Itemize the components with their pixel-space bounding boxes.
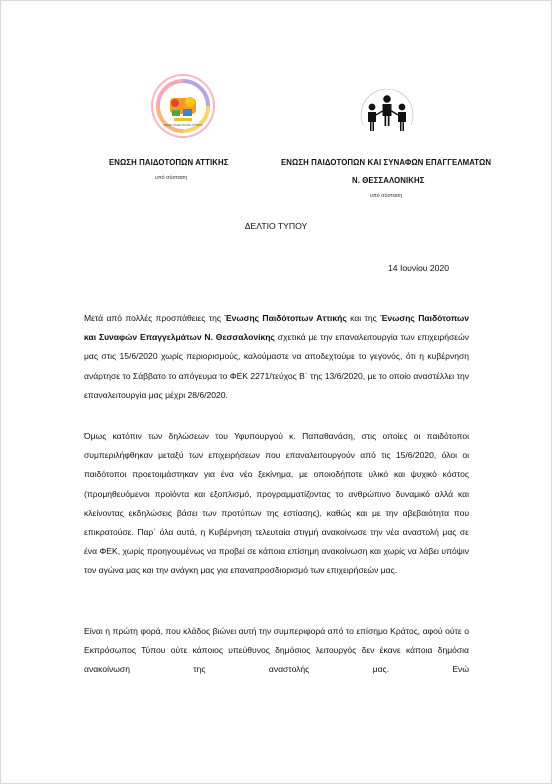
right-org-name-line2: Ν. ΘΕΣΣΑΛΟΝΙΚΗΣ [352,176,425,185]
attica-logo-icon [150,73,216,139]
document-title: ΔΕΛΤΙΟ ΤΥΠΟΥ [244,221,308,231]
attica-union-name: Ένωσης Παιδότοπων Αττικής [224,313,347,323]
right-org-name-line1: ΕΝΩΣΗ ΠΑΙΔΟΤΟΠΩΝ ΚΑΙ ΣΥΝΑΦΩΝ ΕΠΑΓΓΕΛΜΑΤΩΝ [281,158,492,167]
left-org-name: ΕΝΩΣΗ ΠΑΙΔΟΤΟΠΩΝ ΑΤΤΙΚΗΣ [109,158,229,167]
svg-text:ΕΝΩΣΗ ΠΑΙΔΟΤΟΠΩΝ ΑΤΤΙΚΗΣ: ΕΝΩΣΗ ΠΑΙΔΟΤΟΠΩΝ ΑΤΤΙΚΗΣ [163,124,203,127]
right-logo [351,79,423,143]
thessaloniki-logo-icon [351,79,423,143]
document-date: 14 Ιουνίου 2020 [388,263,450,273]
paragraph-1: Μετά από πολλές προσπάθειες της Ένωσης Παιδότοπων Αττικής και της Ένωσης Παιδότοπων και Συναφών Επαγγελμάτων Ν. Θεσσαλονίκης σχετικά με την επαναλειτουργία των επιχειρήσεών μας στις 15/6/2020 χωρίς περιορισμούς, καλούμαστε να αποδεχτούμε το γεγονός, ότι η κυβέρνηση ανάρτησε το Σάββατο το απόγευμα το ΦΕΚ 2271/τεύχος Β΄ της 13/6/2020, με το οποίο αναστέλλει την επαναλειτουργία μας μέχρι 28/6/2020. [84,313,470,400]
left-logo [150,73,216,139]
thessaloniki-union-name: Ένωσης Παιδότοπων και Συναφών Επαγγελμάτων Ν. Θεσσαλονίκης [84,313,469,343]
left-org-status: υπό σύσταση [155,175,188,181]
paragraph-3: Είναι η πρώτη φορά, που κλάδος βιώνει αυτή την συμπεριφορά από το επίσημο Κράτος, αφού ούτε ο Εκπρόσωπος Τύπου ούτε κάποιος υπεύθυνος δημόσιος λειτουργός δεν έκανε κάποια δημόσια ανακοίνωση της αναστολής μας. Ενώ [84,626,469,675]
right-org-status: υπό σύσταση [370,193,403,199]
paragraph-2: Όμως κατόπιν των δηλώσεων του Υφυπουργού κ. Παπαθανάση, στις οποίες οι παιδότοποι συμπεριλήφθηκαν μεταξύ των επιχειρήσεων που επαναλειτουργούν από τις 15/6/2020, όλοι οι παιδότοποι προετοιμάστηκαν για ένα νέο ξεκίνημα, με οποιοδήποτε υλικό και ψυχικό κόστος (προμηθευόμενοι προϊόντα και εξοπλισμό, προγραμματίζοντας το ανθρώπινο δυναμικό αλλά και κλείνοντας εκδηλώσεις βάσει των προτύπων της εστίασης), καθώς και με την αβεβαιότητα που επικρατούσε. Παρ΄ όλα αυτά, η Κυβέρνηση τελευταία στιγμή ανακοίνωσε την νέα αναστολή μας σε ένα ΦΕΚ, χωρίς προηγουμένως να προβεί σε κάποια επίσημη ανακοίνωση και χωρίς να λάβει υπόψιν τον αγώνα μας και την ανάγκη μας για επαναπροσδιορισμό των επιχειρήσεών μας. [84,431,469,576]
